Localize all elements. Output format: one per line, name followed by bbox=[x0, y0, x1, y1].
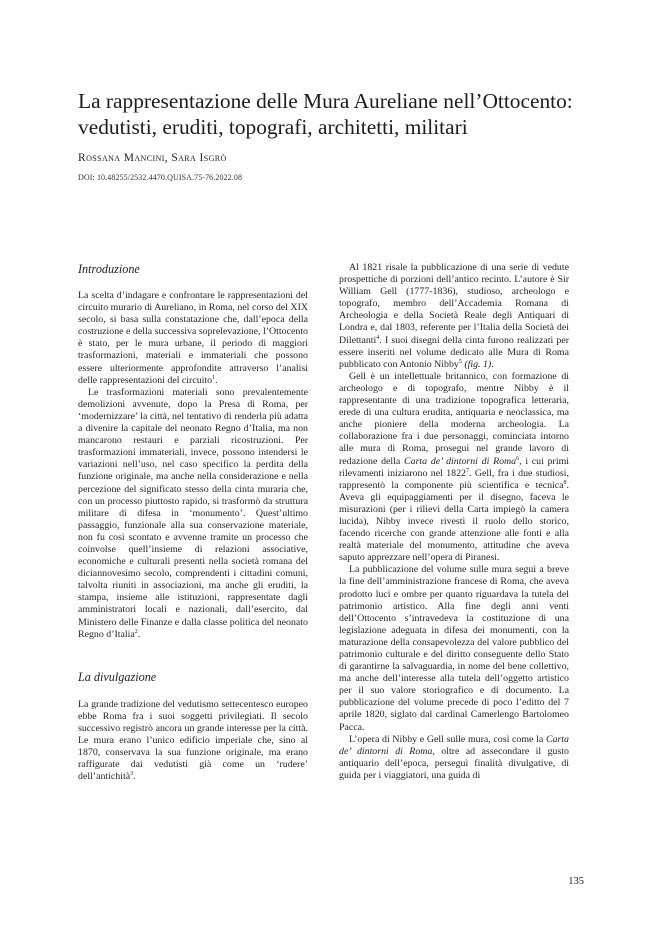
paragraph-text: Gell è un intellettuale britannico, con formazione di archeologo e di topografo, mentre Nibby è il rappresentante di una tradizione topografica letteraria, erede di una cultura erudita, antiquaria e neoclassica, ma anche pioniere della moderna archeologia. La collaborazione fra i due personaggi, cominciata intorno alle mura di Roma, proseguì nel grande lavoro di redazione della bbox=[339, 370, 569, 467]
paragraph bbox=[339, 564, 569, 733]
footnote-ref[interactable]: 2 bbox=[134, 628, 138, 635]
italic-title: Carta de’ dintorni di Roma bbox=[339, 733, 569, 757]
paragraph: La scelta d’indagare e confrontare le rappresentazioni del circuito murario di Aureliano, in Roma, nel corso del XIX secolo, si basa sulla constatazione che, dall’epoca della costruzione e della successiva soprelevazione, l’Ottocento è stato, per le mura urbane, il periodo di maggiori trasformazioni, materiali e immateriali che possono essere ulteriormente approfondite attraverso l’analisi delle rappresentazioni del circuito$^1$. bbox=[78, 290, 308, 386]
paragraph-text: , oltre ad assecondare il gusto antiquario dell’epoca, perseguì finalità divulgative, di guida per i viaggiatori, una guida di bbox=[339, 745, 569, 781]
paragraph bbox=[339, 734, 569, 782]
paragraph-text: Al 1821 risale la pubblicazione di una serie di vedute prospettiche di porzioni dell’antico recinto. L’autore è Sir William Gell (1777-1836), studioso, archeologo e topografo, membro dell’Accademia Romana di Archeologia e della Società Reale degli Antiquari di Londra e, dal 1803, referente per l’Italia della Società dei Dilettanti bbox=[339, 262, 569, 346]
paragraph bbox=[339, 371, 569, 565]
paragraph-text: Le trasformazioni materiali sono prevalentemente demolizioni avvenute, dopo la Presa di Roma, per ‘modernizzare’ la città, nel tentativo di renderla più adatta a divenire la capitale del neonato Regno d’Italia, ma non mancarono restauri e parziali ricostruzioni. Per trasformazioni immateriali, invece, possono intendersi le variazioni nell’uso, nel caso specifico la perdita della funzione originale, ma anche nella considerazione e nella percezione del significato stesso della cinta muraria che, con un processo piuttosto rapido, si trasformò da struttura militare di difesa in ‘monumento’. Quest’ultimo passaggio, funzionale alla sua conservazione materiale, non fu così scontato e avvenne tramite un processo che coinvolse quell’insieme di relazioni associative, economiche e culturali presenti nella società romana del diciannovesimo secolo, comprendenti i cittadini comuni, talvolta riuniti in associazioni, ma anche gli eruditi, la stampa, insieme alle istituzioni, rappresentate dagli amministratori locali e nazionali, dall’esercito, dal Ministero delle Finanze e dalla classe politica del neonato Regno d’Italia bbox=[78, 386, 308, 640]
section-heading-introduzione: Introduzione bbox=[78, 262, 140, 276]
footnote-ref[interactable]: 3 bbox=[130, 771, 134, 778]
paragraph: Le trasformazioni materiali sono prevalentemente demolizioni avvenute, dopo la Presa di Roma, per ‘modernizzare’ la città, nel tentativo di renderla più adatta a divenire la capitale del neonato Regno d’Italia, ma non mancarono restauri e parziali ricostruzioni. Per trasformazioni immateriali, invece, possono intendersi le variazioni nell’uso, nel caso specifico la perdita della funzione originale, ma anche nella considerazione e nella percezione del significato stesso della cinta muraria che, con un processo piuttosto rapido, si trasformò da struttura militare di difesa in ‘monumento’. Quest’ultimo passaggio, funzionale alla sua conservazione materiale, non fu così scontato e avvenne tramite un processo che coinvolse quell’insieme di relazioni associative, economiche e culturali presenti nella società romana del diciannovesimo secolo, comprendenti i cittadini comuni, talvolta riuniti in associazioni, ma anche gli eruditi, la stampa, insieme alle istituzioni, rappresentate dagli amministratori locali e nazionali, dall’esercito, dal Ministero delle Finanze e dalla classe politica del neonato Regno d’Italia$^2$. bbox=[78, 386, 308, 640]
footnote-ref[interactable]: 5 bbox=[458, 358, 462, 365]
paragraph-text: . I suoi disegni della cinta furono realizzati per essere inseriti nel volume dedicato alle Mura di Roma pubblicato con Antonio Nibby bbox=[339, 334, 569, 370]
footnote-ref[interactable]: 7 bbox=[465, 467, 469, 474]
footnote-ref[interactable]: 1 bbox=[212, 374, 216, 381]
paragraph: La grande tradizione del vedutismo settecentesco europeo ebbe Roma fra i suoi soggetti privilegiati. Il secolo successivo registrò ancora un grande interesse per la città. Le mura erano l’unico edificio imperiale che, sino al 1870, conservava la sua funzione originale, ma erano raffigurate dai vedutisti già come un ‘rudere’ dell’antichità$^3$. bbox=[78, 698, 308, 783]
paragraph-text: La pubblicazione del volume sulle mura seguì a breve la fine dell’amministrazione francese di Roma, che aveva prodotto luci e ombre per quanto riguardava la tutela del patrimonio artistico. Alla fine degli anni venti dell’Ottocento s’intravedeva la costituzione di una legislazione adeguata in difesa dei monumenti, con la maturazione della consapevolezza del valore pubblico del patrimonio culturale e del diritto conseguente dello Stato di garantirne la salvaguardia, in nome del bene collettivo, ma anche dell’interesse alla tutela dell’oggetto artistico per il suo valore storiografico e di documento. La pubblicazione del volume precede di poco l’editto del 7 aprile 1820, siglato dal cardinal Camerlengo Bartolomeo Pacca. bbox=[339, 564, 569, 733]
footnote-ref[interactable]: 4 bbox=[376, 334, 380, 341]
paragraph-text: La scelta d’indagare e confrontare le rappresentazioni del circuito murario di Aureliano, in Roma, nel corso del XIX secolo, si basa sulla constatazione che, dall’epoca della costruzione e della successiva soprelevazione, l’Ottocento è stato, per le mura urbane, il periodo di maggiori trasformazioni, materiali e immateriali che possono essere ulteriormente approfondite attraverso l’analisi delle rappresentazioni del circuito bbox=[78, 290, 308, 386]
footnote-ref[interactable]: 6 bbox=[516, 455, 520, 462]
left-column bbox=[78, 262, 308, 783]
doi: DOI: 10.48255/2532.4470.QUISA.75-76.2022.08 bbox=[78, 173, 243, 182]
figure-ref[interactable]: (fig. 1) bbox=[464, 358, 492, 370]
paragraph-text: , i cui primi rilevamenti iniziarono nel 1822 bbox=[339, 455, 569, 479]
section-heading-divulgazione: La divulgazione bbox=[78, 669, 157, 684]
italic-title: Carta de’ dintorni di Roma bbox=[404, 455, 517, 467]
footnote-ref[interactable]: 8 bbox=[563, 479, 567, 486]
paragraph-text: La grande tradizione del vedutismo settecentesco europeo ebbe Roma fra i suoi soggetti privilegiati. Il secolo successivo registrò ancora un grande interesse per la città. Le mura erano l’unico edificio imperiale che, sino al 1870, conservava la sua funzione originale, ma erano raffigurate dai vedutisti già come un ‘rudere’ dell’antichità bbox=[78, 698, 308, 783]
page-number: 135 bbox=[568, 876, 584, 887]
article-title: La rappresentazione delle Mura Aureliane nell’Ottocento: vedutisti, eruditi, topografi, architetti, militari bbox=[78, 89, 573, 139]
authors: Rossana Mancini, Sara Isgrò bbox=[78, 152, 227, 164]
paragraph-text: . Gell, fra i due studiosi, rappresentò la componente più scientifica e tecnica bbox=[339, 467, 569, 491]
paragraph: Al 1821 risale la pubblicazione di una serie di vedute prospettiche di porzioni dell’antico recinto. L’autore è Sir William Gell (1777-1836), studioso, archeologo e topografo, membro dell’Accademia Romana di Archeologia e della Società Reale degli Antiquari di Londra e, dal 1803, referente per l’Italia della Società dei Dilettanti$^4$. I suoi disegni della cinta furono realizzati per essere inseriti nel volume dedicato alle Mura di Roma pubblicato con Antonio Nibby$^5$ (fig. 1). bbox=[339, 262, 569, 370]
paragraph-text: L’opera di Nibby e Gell sulle mura, così come la bbox=[349, 733, 546, 745]
right-column bbox=[339, 262, 569, 782]
paragraph-text: . Aveva gli equipaggiamenti per il disegno, faceva le misurazioni (per i rilievi della Carta impiegò la camera lucida), Nibby invece rivestì il ruolo dello storico, facendo ricerche con grande attenzione alle fonti e alla realtà materiale del monumento, attitudine che aveva saputo apprezzare nell’opera di Piranesi. bbox=[339, 479, 569, 564]
